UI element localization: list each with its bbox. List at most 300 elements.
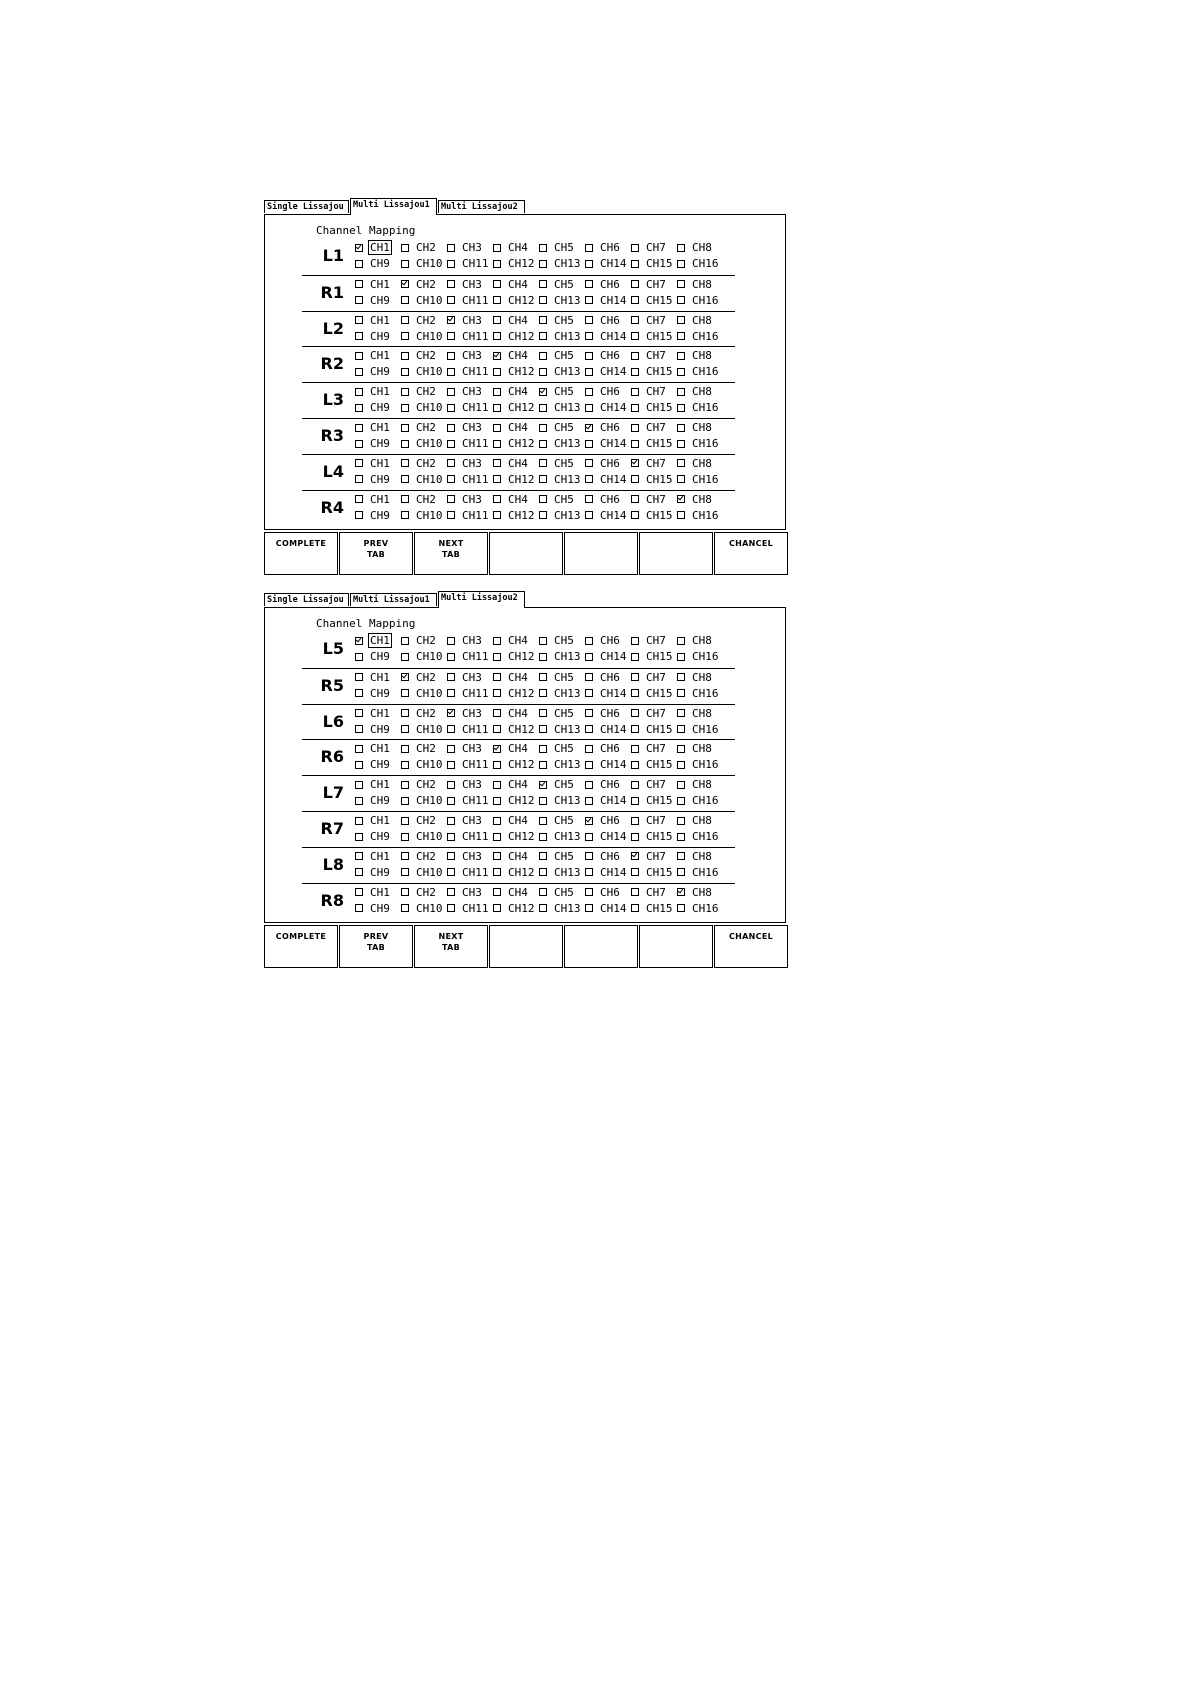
unchecked-box-icon[interactable]: [677, 797, 685, 805]
checkbox-ch14[interactable]: [585, 364, 629, 379]
checkbox-ch8[interactable]: [677, 813, 714, 828]
checkbox-ch15[interactable]: [631, 757, 675, 772]
checkbox-ch5[interactable]: [539, 633, 576, 648]
complete-button[interactable]: [264, 925, 338, 968]
unchecked-box-icon[interactable]: [355, 511, 363, 519]
checkbox-ch14[interactable]: [585, 793, 629, 808]
unchecked-box-icon[interactable]: [585, 868, 593, 876]
unchecked-box-icon[interactable]: [493, 475, 501, 483]
unchecked-box-icon[interactable]: [447, 745, 455, 753]
checkbox-ch1[interactable]: [355, 313, 392, 328]
checkbox-ch8[interactable]: [677, 777, 714, 792]
unchecked-box-icon[interactable]: [585, 511, 593, 519]
checkbox-ch3[interactable]: [447, 384, 484, 399]
softkey-4-button[interactable]: [489, 532, 563, 575]
checkbox-ch6[interactable]: [585, 240, 622, 255]
unchecked-box-icon[interactable]: [355, 388, 363, 396]
unchecked-box-icon[interactable]: [493, 709, 501, 717]
unchecked-box-icon[interactable]: [585, 475, 593, 483]
checkbox-ch11[interactable]: [447, 364, 491, 379]
unchecked-box-icon[interactable]: [631, 797, 639, 805]
checkbox-ch8[interactable]: [677, 706, 714, 721]
checked-box-icon[interactable]: [539, 388, 547, 396]
unchecked-box-icon[interactable]: [539, 424, 547, 432]
checkbox-ch6[interactable]: [585, 456, 622, 471]
checkbox-ch16[interactable]: [677, 436, 721, 451]
unchecked-box-icon[interactable]: [677, 280, 685, 288]
unchecked-box-icon[interactable]: [677, 781, 685, 789]
checkbox-ch9[interactable]: [355, 364, 392, 379]
checkbox-ch10[interactable]: [401, 722, 445, 737]
unchecked-box-icon[interactable]: [585, 852, 593, 860]
unchecked-box-icon[interactable]: [585, 781, 593, 789]
unchecked-box-icon[interactable]: [585, 244, 593, 252]
unchecked-box-icon[interactable]: [493, 495, 501, 503]
unchecked-box-icon[interactable]: [401, 316, 409, 324]
checkbox-ch15[interactable]: [631, 829, 675, 844]
checkbox-ch4[interactable]: [493, 492, 530, 507]
checkbox-ch16[interactable]: [677, 508, 721, 523]
unchecked-box-icon[interactable]: [355, 475, 363, 483]
unchecked-box-icon[interactable]: [401, 637, 409, 645]
checkbox-ch14[interactable]: [585, 508, 629, 523]
unchecked-box-icon[interactable]: [401, 459, 409, 467]
unchecked-box-icon[interactable]: [677, 404, 685, 412]
checkbox-ch1[interactable]: [355, 633, 392, 648]
unchecked-box-icon[interactable]: [585, 368, 593, 376]
unchecked-box-icon[interactable]: [539, 332, 547, 340]
checkbox-ch10[interactable]: [401, 901, 445, 916]
unchecked-box-icon[interactable]: [585, 316, 593, 324]
unchecked-box-icon[interactable]: [447, 368, 455, 376]
checkbox-ch5[interactable]: [539, 777, 576, 792]
unchecked-box-icon[interactable]: [401, 352, 409, 360]
checkbox-ch13[interactable]: [539, 901, 583, 916]
unchecked-box-icon[interactable]: [631, 709, 639, 717]
unchecked-box-icon[interactable]: [539, 797, 547, 805]
checkbox-ch5[interactable]: [539, 240, 576, 255]
unchecked-box-icon[interactable]: [401, 424, 409, 432]
unchecked-box-icon[interactable]: [631, 511, 639, 519]
checkbox-ch2[interactable]: [401, 277, 438, 292]
unchecked-box-icon[interactable]: [585, 260, 593, 268]
checkbox-ch5[interactable]: [539, 885, 576, 900]
unchecked-box-icon[interactable]: [585, 725, 593, 733]
checkbox-ch9[interactable]: [355, 865, 392, 880]
checkbox-ch8[interactable]: [677, 420, 714, 435]
checkbox-ch16[interactable]: [677, 865, 721, 880]
unchecked-box-icon[interactable]: [355, 725, 363, 733]
unchecked-box-icon[interactable]: [631, 316, 639, 324]
checkbox-ch5[interactable]: [539, 706, 576, 721]
unchecked-box-icon[interactable]: [539, 495, 547, 503]
checkbox-ch4[interactable]: [493, 277, 530, 292]
unchecked-box-icon[interactable]: [677, 673, 685, 681]
unchecked-box-icon[interactable]: [355, 296, 363, 304]
checkbox-ch4[interactable]: [493, 706, 530, 721]
checkbox-ch1[interactable]: [355, 885, 392, 900]
unchecked-box-icon[interactable]: [493, 888, 501, 896]
checkbox-ch14[interactable]: [585, 829, 629, 844]
checkbox-ch11[interactable]: [447, 400, 491, 415]
unchecked-box-icon[interactable]: [631, 475, 639, 483]
checkbox-ch2[interactable]: [401, 777, 438, 792]
checked-box-icon[interactable]: [401, 280, 409, 288]
unchecked-box-icon[interactable]: [677, 637, 685, 645]
unchecked-box-icon[interactable]: [585, 673, 593, 681]
checkbox-ch4[interactable]: [493, 777, 530, 792]
unchecked-box-icon[interactable]: [401, 440, 409, 448]
unchecked-box-icon[interactable]: [585, 653, 593, 661]
unchecked-box-icon[interactable]: [585, 761, 593, 769]
unchecked-box-icon[interactable]: [585, 280, 593, 288]
unchecked-box-icon[interactable]: [493, 653, 501, 661]
unchecked-box-icon[interactable]: [447, 440, 455, 448]
unchecked-box-icon[interactable]: [631, 495, 639, 503]
checkbox-ch13[interactable]: [539, 364, 583, 379]
cancel-button[interactable]: [714, 925, 788, 968]
unchecked-box-icon[interactable]: [355, 781, 363, 789]
checkbox-ch8[interactable]: [677, 885, 714, 900]
checkbox-ch6[interactable]: [585, 885, 622, 900]
checkbox-ch5[interactable]: [539, 456, 576, 471]
checkbox-ch9[interactable]: [355, 400, 392, 415]
unchecked-box-icon[interactable]: [401, 833, 409, 841]
checkbox-ch9[interactable]: [355, 472, 392, 487]
checkbox-ch6[interactable]: [585, 777, 622, 792]
unchecked-box-icon[interactable]: [493, 280, 501, 288]
unchecked-box-icon[interactable]: [493, 388, 501, 396]
unchecked-box-icon[interactable]: [585, 440, 593, 448]
checkbox-ch13[interactable]: [539, 256, 583, 271]
checkbox-ch6[interactable]: [585, 849, 622, 864]
checkbox-ch8[interactable]: [677, 277, 714, 292]
checkbox-ch7[interactable]: [631, 885, 668, 900]
checkbox-ch4[interactable]: [493, 741, 530, 756]
checkbox-ch13[interactable]: [539, 329, 583, 344]
unchecked-box-icon[interactable]: [539, 653, 547, 661]
checkbox-ch2[interactable]: [401, 420, 438, 435]
unchecked-box-icon[interactable]: [585, 637, 593, 645]
checkbox-ch5[interactable]: [539, 384, 576, 399]
checkbox-ch3[interactable]: [447, 777, 484, 792]
unchecked-box-icon[interactable]: [447, 352, 455, 360]
checkbox-ch10[interactable]: [401, 686, 445, 701]
checkbox-ch13[interactable]: [539, 829, 583, 844]
checkbox-ch14[interactable]: [585, 649, 629, 664]
unchecked-box-icon[interactable]: [447, 725, 455, 733]
tab-single-lissajou[interactable]: Single Lissajou: [264, 200, 349, 213]
checkbox-ch16[interactable]: [677, 757, 721, 772]
checkbox-ch15[interactable]: [631, 436, 675, 451]
checkbox-ch2[interactable]: [401, 492, 438, 507]
checkbox-ch7[interactable]: [631, 813, 668, 828]
softkey-5-button[interactable]: [564, 532, 638, 575]
checkbox-ch15[interactable]: [631, 256, 675, 271]
checkbox-ch11[interactable]: [447, 901, 491, 916]
unchecked-box-icon[interactable]: [539, 888, 547, 896]
unchecked-box-icon[interactable]: [631, 404, 639, 412]
unchecked-box-icon[interactable]: [355, 709, 363, 717]
unchecked-box-icon[interactable]: [493, 424, 501, 432]
unchecked-box-icon[interactable]: [447, 260, 455, 268]
unchecked-box-icon[interactable]: [355, 653, 363, 661]
unchecked-box-icon[interactable]: [447, 817, 455, 825]
checkbox-ch15[interactable]: [631, 293, 675, 308]
unchecked-box-icon[interactable]: [493, 868, 501, 876]
checkbox-ch5[interactable]: [539, 313, 576, 328]
unchecked-box-icon[interactable]: [677, 424, 685, 432]
checkbox-ch14[interactable]: [585, 293, 629, 308]
unchecked-box-icon[interactable]: [355, 316, 363, 324]
checkbox-ch1[interactable]: [355, 670, 392, 685]
checkbox-ch3[interactable]: [447, 706, 484, 721]
checkbox-ch5[interactable]: [539, 277, 576, 292]
checked-box-icon[interactable]: [447, 709, 455, 717]
checkbox-ch3[interactable]: [447, 813, 484, 828]
unchecked-box-icon[interactable]: [539, 833, 547, 841]
checkbox-ch8[interactable]: [677, 849, 714, 864]
checkbox-ch2[interactable]: [401, 885, 438, 900]
checkbox-ch6[interactable]: [585, 384, 622, 399]
unchecked-box-icon[interactable]: [493, 797, 501, 805]
unchecked-box-icon[interactable]: [355, 280, 363, 288]
unchecked-box-icon[interactable]: [493, 296, 501, 304]
unchecked-box-icon[interactable]: [493, 316, 501, 324]
unchecked-box-icon[interactable]: [631, 673, 639, 681]
checkbox-ch10[interactable]: [401, 829, 445, 844]
checkbox-ch15[interactable]: [631, 686, 675, 701]
checkbox-ch1[interactable]: [355, 741, 392, 756]
checkbox-ch9[interactable]: [355, 793, 392, 808]
unchecked-box-icon[interactable]: [631, 332, 639, 340]
checkbox-ch1[interactable]: [355, 456, 392, 471]
unchecked-box-icon[interactable]: [493, 404, 501, 412]
checkbox-ch7[interactable]: [631, 670, 668, 685]
unchecked-box-icon[interactable]: [539, 316, 547, 324]
unchecked-box-icon[interactable]: [539, 817, 547, 825]
checkbox-ch1[interactable]: [355, 420, 392, 435]
unchecked-box-icon[interactable]: [539, 260, 547, 268]
checkbox-ch13[interactable]: [539, 400, 583, 415]
unchecked-box-icon[interactable]: [539, 868, 547, 876]
checkbox-ch7[interactable]: [631, 384, 668, 399]
checkbox-ch9[interactable]: [355, 293, 392, 308]
checkbox-ch11[interactable]: [447, 293, 491, 308]
checkbox-ch8[interactable]: [677, 492, 714, 507]
checkbox-ch12[interactable]: [493, 400, 537, 415]
unchecked-box-icon[interactable]: [677, 475, 685, 483]
checkbox-ch5[interactable]: [539, 670, 576, 685]
checkbox-ch4[interactable]: [493, 384, 530, 399]
checkbox-ch6[interactable]: [585, 670, 622, 685]
unchecked-box-icon[interactable]: [585, 797, 593, 805]
checkbox-ch6[interactable]: [585, 348, 622, 363]
checkbox-ch1[interactable]: [355, 813, 392, 828]
unchecked-box-icon[interactable]: [447, 868, 455, 876]
unchecked-box-icon[interactable]: [401, 332, 409, 340]
checkbox-ch2[interactable]: [401, 313, 438, 328]
tab-single-lissajou[interactable]: Single Lissajou: [264, 593, 349, 606]
unchecked-box-icon[interactable]: [355, 404, 363, 412]
unchecked-box-icon[interactable]: [355, 745, 363, 753]
unchecked-box-icon[interactable]: [585, 459, 593, 467]
checkbox-ch16[interactable]: [677, 901, 721, 916]
unchecked-box-icon[interactable]: [493, 904, 501, 912]
checkbox-ch14[interactable]: [585, 686, 629, 701]
unchecked-box-icon[interactable]: [401, 888, 409, 896]
checkbox-ch6[interactable]: [585, 492, 622, 507]
unchecked-box-icon[interactable]: [631, 244, 639, 252]
softkey-4-button[interactable]: [489, 925, 563, 968]
checkbox-ch13[interactable]: [539, 472, 583, 487]
checkbox-ch5[interactable]: [539, 348, 576, 363]
unchecked-box-icon[interactable]: [631, 388, 639, 396]
checkbox-ch3[interactable]: [447, 670, 484, 685]
unchecked-box-icon[interactable]: [677, 833, 685, 841]
unchecked-box-icon[interactable]: [447, 424, 455, 432]
unchecked-box-icon[interactable]: [401, 868, 409, 876]
unchecked-box-icon[interactable]: [493, 260, 501, 268]
checkbox-ch7[interactable]: [631, 240, 668, 255]
checkbox-ch9[interactable]: [355, 649, 392, 664]
checkbox-ch16[interactable]: [677, 293, 721, 308]
unchecked-box-icon[interactable]: [355, 440, 363, 448]
unchecked-box-icon[interactable]: [401, 511, 409, 519]
checkbox-ch3[interactable]: [447, 633, 484, 648]
checkbox-ch13[interactable]: [539, 649, 583, 664]
checkbox-ch5[interactable]: [539, 813, 576, 828]
checkbox-ch5[interactable]: [539, 741, 576, 756]
checked-box-icon[interactable]: [447, 316, 455, 324]
checkbox-ch16[interactable]: [677, 364, 721, 379]
checkbox-ch15[interactable]: [631, 793, 675, 808]
prev-tab-button[interactable]: [339, 925, 413, 968]
unchecked-box-icon[interactable]: [585, 495, 593, 503]
checkbox-ch9[interactable]: [355, 757, 392, 772]
unchecked-box-icon[interactable]: [355, 833, 363, 841]
unchecked-box-icon[interactable]: [539, 511, 547, 519]
checkbox-ch7[interactable]: [631, 633, 668, 648]
unchecked-box-icon[interactable]: [677, 296, 685, 304]
checkbox-ch6[interactable]: [585, 420, 622, 435]
unchecked-box-icon[interactable]: [355, 868, 363, 876]
checkbox-ch10[interactable]: [401, 256, 445, 271]
checkbox-ch3[interactable]: [447, 348, 484, 363]
checked-box-icon[interactable]: [631, 459, 639, 467]
checkbox-ch1[interactable]: [355, 348, 392, 363]
checkbox-ch13[interactable]: [539, 865, 583, 880]
checkbox-ch11[interactable]: [447, 865, 491, 880]
unchecked-box-icon[interactable]: [447, 781, 455, 789]
checkbox-ch11[interactable]: [447, 256, 491, 271]
unchecked-box-icon[interactable]: [355, 673, 363, 681]
unchecked-box-icon[interactable]: [493, 673, 501, 681]
unchecked-box-icon[interactable]: [677, 852, 685, 860]
unchecked-box-icon[interactable]: [493, 833, 501, 841]
checkbox-ch10[interactable]: [401, 793, 445, 808]
unchecked-box-icon[interactable]: [631, 868, 639, 876]
unchecked-box-icon[interactable]: [539, 689, 547, 697]
checkbox-ch1[interactable]: [355, 777, 392, 792]
checkbox-ch15[interactable]: [631, 329, 675, 344]
unchecked-box-icon[interactable]: [539, 709, 547, 717]
unchecked-box-icon[interactable]: [355, 852, 363, 860]
unchecked-box-icon[interactable]: [677, 761, 685, 769]
unchecked-box-icon[interactable]: [401, 745, 409, 753]
checkbox-ch8[interactable]: [677, 384, 714, 399]
checkbox-ch12[interactable]: [493, 329, 537, 344]
unchecked-box-icon[interactable]: [677, 511, 685, 519]
checked-box-icon[interactable]: [677, 888, 685, 896]
checkbox-ch3[interactable]: [447, 741, 484, 756]
checkbox-ch7[interactable]: [631, 420, 668, 435]
checkbox-ch3[interactable]: [447, 492, 484, 507]
unchecked-box-icon[interactable]: [355, 332, 363, 340]
checkbox-ch9[interactable]: [355, 901, 392, 916]
unchecked-box-icon[interactable]: [585, 833, 593, 841]
unchecked-box-icon[interactable]: [401, 797, 409, 805]
checkbox-ch2[interactable]: [401, 240, 438, 255]
checkbox-ch2[interactable]: [401, 813, 438, 828]
unchecked-box-icon[interactable]: [447, 888, 455, 896]
checkbox-ch12[interactable]: [493, 649, 537, 664]
checkbox-ch2[interactable]: [401, 849, 438, 864]
unchecked-box-icon[interactable]: [539, 459, 547, 467]
checkbox-ch4[interactable]: [493, 670, 530, 685]
checkbox-ch14[interactable]: [585, 256, 629, 271]
tab-multi-lissajou2[interactable]: Multi Lissajou2: [438, 200, 525, 213]
unchecked-box-icon[interactable]: [493, 440, 501, 448]
unchecked-box-icon[interactable]: [677, 904, 685, 912]
checkbox-ch1[interactable]: [355, 240, 392, 255]
checkbox-ch8[interactable]: [677, 456, 714, 471]
checkbox-ch8[interactable]: [677, 741, 714, 756]
checkbox-ch3[interactable]: [447, 849, 484, 864]
checked-box-icon[interactable]: [539, 781, 547, 789]
checkbox-ch10[interactable]: [401, 364, 445, 379]
unchecked-box-icon[interactable]: [447, 404, 455, 412]
unchecked-box-icon[interactable]: [539, 475, 547, 483]
checkbox-ch16[interactable]: [677, 329, 721, 344]
unchecked-box-icon[interactable]: [539, 440, 547, 448]
checkbox-ch12[interactable]: [493, 508, 537, 523]
checkbox-ch15[interactable]: [631, 364, 675, 379]
checkbox-ch16[interactable]: [677, 472, 721, 487]
checkbox-ch13[interactable]: [539, 793, 583, 808]
checkbox-ch14[interactable]: [585, 329, 629, 344]
checkbox-ch11[interactable]: [447, 472, 491, 487]
unchecked-box-icon[interactable]: [493, 332, 501, 340]
checkbox-ch16[interactable]: [677, 829, 721, 844]
unchecked-box-icon[interactable]: [585, 689, 593, 697]
unchecked-box-icon[interactable]: [447, 511, 455, 519]
unchecked-box-icon[interactable]: [447, 459, 455, 467]
checkbox-ch10[interactable]: [401, 757, 445, 772]
checkbox-ch9[interactable]: [355, 686, 392, 701]
checkbox-ch2[interactable]: [401, 741, 438, 756]
checkbox-ch15[interactable]: [631, 901, 675, 916]
unchecked-box-icon[interactable]: [401, 761, 409, 769]
checkbox-ch4[interactable]: [493, 313, 530, 328]
unchecked-box-icon[interactable]: [585, 904, 593, 912]
unchecked-box-icon[interactable]: [447, 689, 455, 697]
checkbox-ch15[interactable]: [631, 508, 675, 523]
checkbox-ch11[interactable]: [447, 793, 491, 808]
checkbox-ch14[interactable]: [585, 865, 629, 880]
unchecked-box-icon[interactable]: [355, 459, 363, 467]
unchecked-box-icon[interactable]: [677, 440, 685, 448]
